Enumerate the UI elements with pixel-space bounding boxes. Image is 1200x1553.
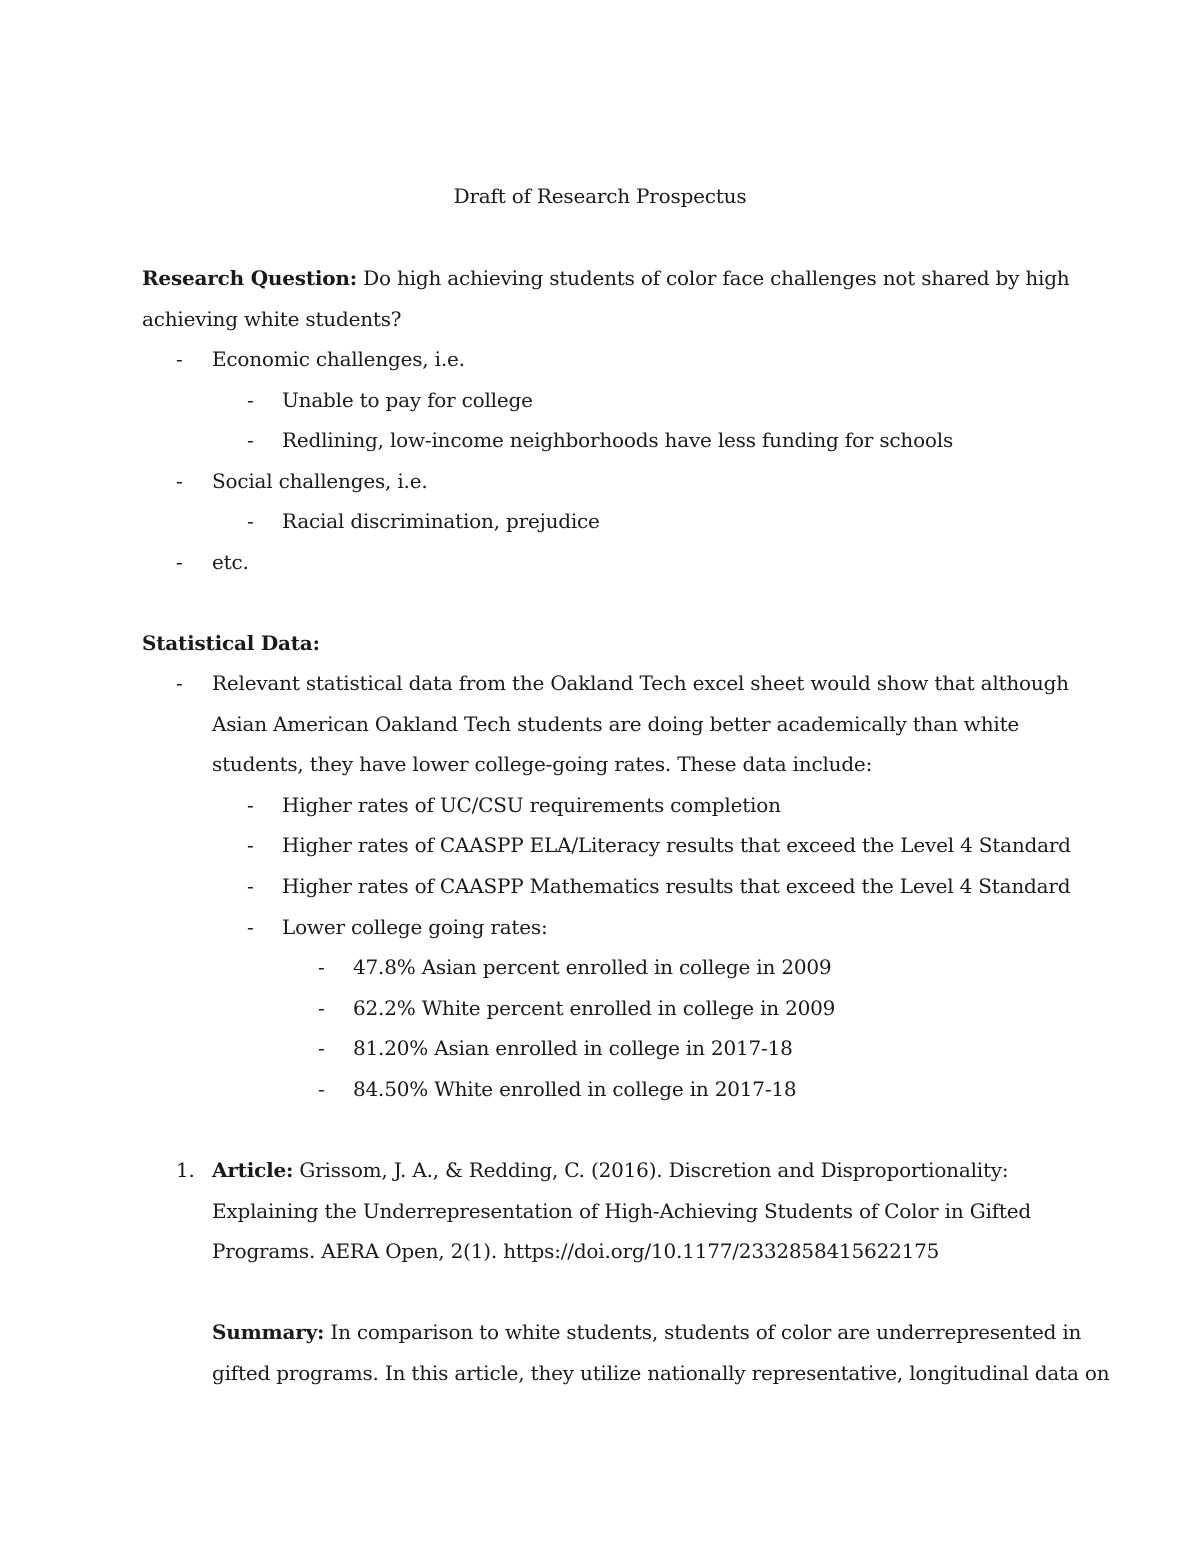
stat-rate-asian-2009: 47.8% Asian percent enrolled in college in 2009 <box>353 955 832 979</box>
bullet-dash: - <box>176 347 183 371</box>
article-citation-line3: Programs. AERA Open, 2(1). https://doi.org/10.1177/2332858415622175 <box>212 1239 940 1263</box>
stat-rate-white-2009: 62.2% White percent enrolled in college in 2009 <box>353 996 836 1020</box>
research-question-text: Do high achieving students of color face challenges not shared by high <box>363 266 1070 290</box>
bullet-dash: - <box>247 509 254 533</box>
stat-item-math: Higher rates of CAASPP Mathematics results that exceed the Level 4 Standard <box>282 874 1071 898</box>
bullet-dash: - <box>318 996 325 1020</box>
summary-label: Summary: <box>212 1320 325 1344</box>
bullet-economic-sub2: Redlining, low-income neighborhoods have less funding for schools <box>282 428 954 452</box>
bullet-social-sub1: Racial discrimination, prejudice <box>282 509 600 533</box>
research-question-line1 <box>142 264 1069 292</box>
stat-intro-line3: students, they have lower college-going rates. These data include: <box>212 752 873 776</box>
summary-line2: gifted programs. In this article, they utilize nationally representative, longitudinal data on <box>212 1361 1110 1385</box>
stat-rate-asian-2017: 81.20% Asian enrolled in college in 2017-18 <box>353 1036 793 1060</box>
article-number: 1. <box>176 1158 195 1182</box>
bullet-economic-sub1: Unable to pay for college <box>282 388 533 412</box>
stat-intro-line2: Asian American Oakland Tech students are doing better academically than white <box>212 712 1020 736</box>
research-question-line2: achieving white students? <box>142 307 402 331</box>
bullet-etc: etc. <box>212 550 249 574</box>
bullet-dash: - <box>176 550 183 574</box>
bullet-dash: - <box>247 428 254 452</box>
summary-line1 <box>212 1318 1081 1346</box>
stat-rate-white-2017: 84.50% White enrolled in college in 2017-18 <box>353 1077 797 1101</box>
stat-item-uc-csu: Higher rates of UC/CSU requirements completion <box>282 793 781 817</box>
bullet-dash: - <box>247 915 254 939</box>
summary-text: In comparison to white students, students of color are underrepresented in <box>330 1320 1082 1344</box>
bullet-dash: - <box>318 955 325 979</box>
stat-item-ela: Higher rates of CAASPP ELA/Literacy results that exceed the Level 4 Standard <box>282 833 1071 857</box>
bullet-dash: - <box>247 874 254 898</box>
article-citation-line2: Explaining the Underrepresentation of High-Achieving Students of Color in Gifted <box>212 1199 1031 1223</box>
bullet-social: Social challenges, i.e. <box>212 469 428 493</box>
bullet-dash: - <box>247 388 254 412</box>
bullet-dash: - <box>318 1077 325 1101</box>
research-question-label: Research Question: <box>142 266 357 290</box>
stat-item-lower: Lower college going rates: <box>282 915 548 939</box>
bullet-dash: - <box>176 671 183 695</box>
page-title: Draft of Research Prospectus <box>453 184 747 208</box>
bullet-dash: - <box>318 1036 325 1060</box>
article-citation-line1 <box>212 1156 1008 1184</box>
bullet-dash: - <box>247 833 254 857</box>
article-citation-text: Grissom, J. A., & Redding, C. (2016). Discretion and Disproportionality: <box>299 1158 1009 1182</box>
bullet-dash: - <box>247 793 254 817</box>
statistical-data-heading: Statistical Data: <box>142 631 320 655</box>
bullet-economic: Economic challenges, i.e. <box>212 347 465 371</box>
bullet-dash: - <box>176 469 183 493</box>
stat-intro-line1: Relevant statistical data from the Oakland Tech excel sheet would show that although <box>212 671 1069 695</box>
article-label: Article: <box>212 1158 294 1182</box>
